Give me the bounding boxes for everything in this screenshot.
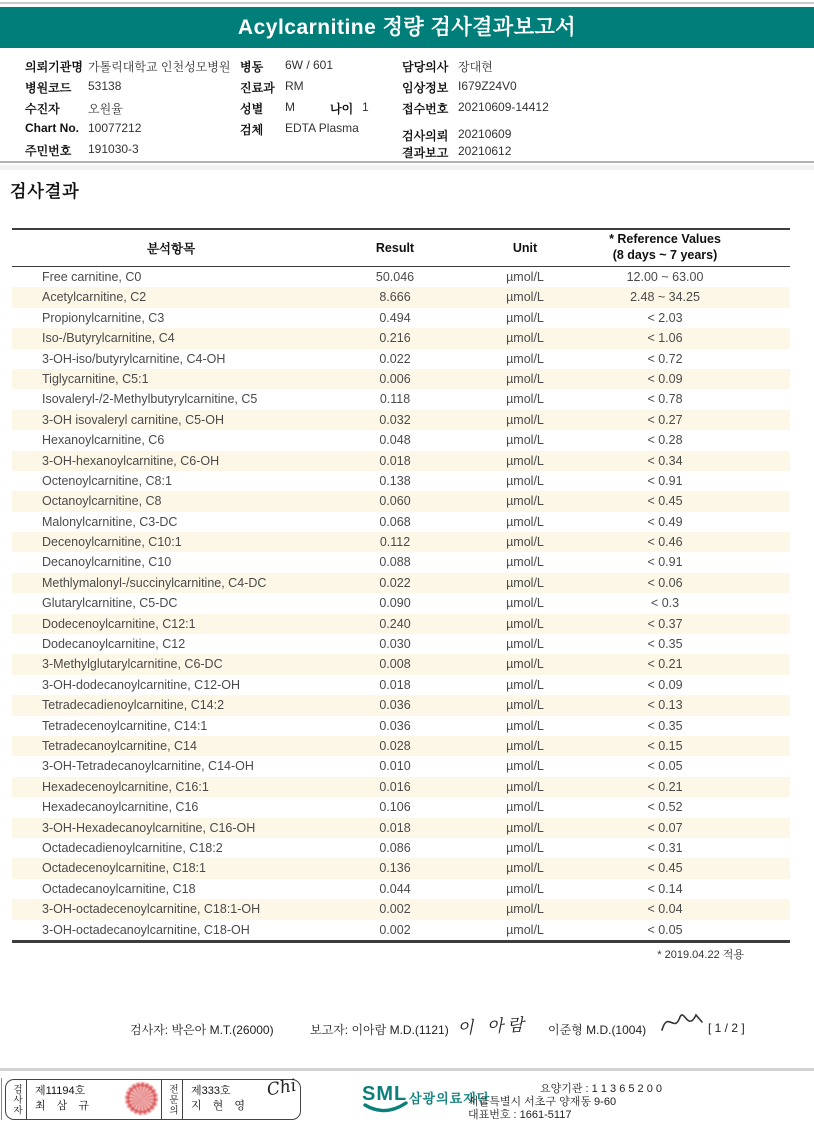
result-cell-ref: < 0.07 xyxy=(647,820,683,835)
result-cell-unit: µmol/L xyxy=(506,800,544,815)
result-cell-unit: µmol/L xyxy=(506,412,544,427)
result-row xyxy=(12,267,790,287)
result-cell-name: Tiglycarnitine, C5:1 xyxy=(42,371,149,386)
patient-field-value: 1 xyxy=(362,100,369,114)
result-cell-name: Malonylcarnitine, C3-DC xyxy=(42,514,178,529)
result-row xyxy=(12,634,790,654)
result-cell-name: Hexadecanoylcarnitine, C16 xyxy=(42,800,199,815)
result-cell-ref: < 0.15 xyxy=(647,738,683,753)
result-row xyxy=(12,920,790,940)
patient-field-value: 10077212 xyxy=(88,121,142,135)
reporter-signature-line xyxy=(310,1021,449,1038)
footer-divider xyxy=(0,1068,814,1071)
results-section-title: 검사결과 xyxy=(10,182,80,201)
patient-field-value: RM xyxy=(285,79,304,93)
col-header-unit: Unit xyxy=(512,241,538,255)
results-table-body xyxy=(12,267,790,940)
result-cell-ref: < 1.06 xyxy=(647,331,683,346)
result-cell-name: 3-OH-Hexadecanoylcarnitine, C16-OH xyxy=(42,820,256,835)
result-cell-ref: < 0.46 xyxy=(647,535,683,550)
result-cell-result: 0.088 xyxy=(379,555,411,570)
reporter2-signature-icon xyxy=(657,1006,705,1038)
result-cell-result: 0.240 xyxy=(379,616,411,631)
result-cell-result: 0.002 xyxy=(379,902,411,917)
result-cell-ref: < 0.35 xyxy=(647,718,683,733)
result-cell-ref: < 0.06 xyxy=(647,575,683,590)
result-row xyxy=(12,512,790,532)
result-cell-result: 0.086 xyxy=(379,840,411,855)
result-cell-ref: < 0.34 xyxy=(647,453,683,468)
result-cell-ref: < 0.14 xyxy=(647,881,683,896)
license-left-name: 최 삼 규 xyxy=(35,1100,93,1112)
patient-info-divider-shade xyxy=(0,165,814,170)
result-row xyxy=(12,532,790,552)
result-cell-ref: < 0.31 xyxy=(647,840,683,855)
result-cell-unit: µmol/L xyxy=(506,270,544,284)
report-title-banner xyxy=(0,7,814,48)
result-cell-name: Dodecanoylcarnitine, C12 xyxy=(42,637,186,652)
result-cell-unit: µmol/L xyxy=(506,596,544,611)
patient-field-label: 담당의사 xyxy=(402,60,449,74)
result-cell-result: 50.046 xyxy=(375,270,415,284)
col-header-result: Result xyxy=(375,241,415,255)
result-cell-result: 8.666 xyxy=(379,290,411,305)
tester-label: 검사자: xyxy=(130,1023,169,1037)
patient-field-label: 병동 xyxy=(240,60,264,74)
result-cell-ref: < 0.09 xyxy=(647,371,683,386)
result-cell-result: 0.138 xyxy=(379,473,411,488)
result-cell-name: Free carnitine, C0 xyxy=(42,270,142,284)
result-row xyxy=(12,818,790,838)
result-row xyxy=(12,471,790,491)
result-cell-name: Decenoylcarnitine, C10:1 xyxy=(42,535,182,550)
result-cell-ref: < 0.72 xyxy=(647,351,683,366)
result-cell-unit: µmol/L xyxy=(506,861,544,876)
sml-logo-arc-icon xyxy=(363,1101,409,1115)
result-cell-name: Isovaleryl-/2-Methylbutyrylcarnitine, C5 xyxy=(42,392,258,407)
top-divider xyxy=(0,2,814,4)
result-cell-unit: µmol/L xyxy=(506,657,544,672)
result-row xyxy=(12,654,790,674)
result-cell-ref: 2.48 ~ 34.25 xyxy=(630,290,700,305)
result-row xyxy=(12,451,790,471)
patient-field-label: 접수번호 xyxy=(402,102,449,116)
result-cell-name: Glutarylcarnitine, C5-DC xyxy=(42,596,178,611)
patient-field-label: 수진자 xyxy=(25,102,60,116)
result-cell-name: 3-OH-octadecanoylcarnitine, C18-OH xyxy=(42,922,250,937)
result-cell-result: 0.068 xyxy=(379,514,411,529)
result-cell-unit: µmol/L xyxy=(506,922,544,937)
result-cell-result: 0.136 xyxy=(379,861,411,876)
results-table xyxy=(12,228,790,943)
patient-field-value: M xyxy=(285,100,295,114)
result-cell-ref: < 0.49 xyxy=(647,514,683,529)
result-cell-unit: µmol/L xyxy=(506,433,544,448)
patient-info-block xyxy=(0,55,814,163)
patient-field-label: 진료과 xyxy=(240,81,275,95)
organization-name: 삼광의료재단 xyxy=(409,1091,491,1106)
reporter1-handwritten-signature: 이 아람 xyxy=(456,1015,529,1039)
result-cell-unit: µmol/L xyxy=(506,718,544,733)
license-right-cert: 제333호 xyxy=(191,1085,231,1097)
result-cell-result: 0.018 xyxy=(379,820,411,835)
result-cell-unit: µmol/L xyxy=(506,514,544,529)
result-row xyxy=(12,593,790,613)
result-cell-name: 3-OH isovaleryl carnitine, C5-OH xyxy=(42,412,224,427)
result-cell-ref: < 0.21 xyxy=(647,657,683,672)
result-cell-result: 0.006 xyxy=(379,371,411,386)
result-cell-name: Octanoylcarnitine, C8 xyxy=(42,494,162,509)
results-table-header xyxy=(12,230,790,267)
result-cell-result: 0.106 xyxy=(379,800,411,815)
result-cell-unit: µmol/L xyxy=(506,840,544,855)
patient-field-label: 나이 xyxy=(330,102,354,116)
sml-logo: SML xyxy=(362,1083,408,1105)
patient-field-value: 20210609-14412 xyxy=(458,100,549,114)
result-cell-ref: < 0.52 xyxy=(647,800,683,815)
result-cell-unit: µmol/L xyxy=(506,351,544,366)
result-cell-result: 0.044 xyxy=(379,881,411,896)
result-cell-ref: < 0.13 xyxy=(647,698,683,713)
result-cell-result: 0.118 xyxy=(379,392,411,407)
result-cell-unit: µmol/L xyxy=(506,371,544,386)
patient-field-label: 검체 xyxy=(240,123,264,137)
patient-field-label: 성별 xyxy=(240,102,264,116)
result-row xyxy=(12,879,790,899)
license-stamp-box xyxy=(5,1075,301,1120)
result-cell-name: Octenoylcarnitine, C8:1 xyxy=(42,473,172,488)
result-cell-unit: µmol/L xyxy=(506,494,544,509)
result-cell-name: Octadecenoylcarnitine, C18:1 xyxy=(42,861,206,876)
result-cell-unit: µmol/L xyxy=(506,637,544,652)
organization-phone: 대표번호 : 1661-5117 xyxy=(468,1109,572,1121)
result-row xyxy=(12,756,790,776)
license-left-role: 검사자 xyxy=(6,1080,27,1119)
result-cell-result: 0.216 xyxy=(379,331,411,346)
reference-header-line1: * Reference Values xyxy=(609,232,721,247)
result-cell-result: 0.036 xyxy=(379,698,411,713)
result-cell-name: Tetradecenoylcarnitine, C14:1 xyxy=(42,718,208,733)
result-cell-ref: < 0.37 xyxy=(647,616,683,631)
patient-field-label: 검사의뢰 xyxy=(402,129,449,143)
patient-field-label: 의뢰기관명 xyxy=(25,60,83,74)
reporter1-name: 이아람 M.D.(1121) xyxy=(351,1023,449,1037)
result-cell-name: Acetylcarnitine, C2 xyxy=(42,290,147,305)
result-cell-result: 0.494 xyxy=(379,310,411,325)
result-cell-unit: µmol/L xyxy=(506,575,544,590)
result-row xyxy=(12,838,790,858)
result-cell-unit: µmol/L xyxy=(506,310,544,325)
red-seal-stamp-icon xyxy=(125,1082,158,1115)
result-cell-name: Tetradecadienoylcarnitine, C14:2 xyxy=(42,698,225,713)
result-cell-unit: µmol/L xyxy=(506,535,544,550)
result-cell-name: Tetradecanoylcarnitine, C14 xyxy=(42,738,197,753)
result-row xyxy=(12,349,790,369)
result-cell-name: Dodecenoylcarnitine, C12:1 xyxy=(42,616,196,631)
result-cell-result: 0.036 xyxy=(379,718,411,733)
result-cell-unit: µmol/L xyxy=(506,759,544,774)
result-cell-ref: < 0.21 xyxy=(647,779,683,794)
result-cell-unit: µmol/L xyxy=(506,555,544,570)
reference-header-line2: (8 days ~ 7 years) xyxy=(612,248,718,262)
result-row xyxy=(12,797,790,817)
license-left-cell xyxy=(27,1080,162,1119)
result-row xyxy=(12,328,790,348)
result-cell-result: 0.028 xyxy=(379,738,411,753)
result-cell-ref: 12.00 ~ 63.00 xyxy=(626,270,704,284)
result-row xyxy=(12,614,790,634)
result-cell-name: Hexadecenoylcarnitine, C16:1 xyxy=(42,779,209,794)
result-cell-unit: µmol/L xyxy=(506,473,544,488)
result-cell-result: 0.016 xyxy=(379,779,411,794)
license-left-cert: 제11194호 xyxy=(35,1085,86,1097)
result-cell-name: Decanoylcarnitine, C10 xyxy=(42,555,172,570)
result-cell-unit: µmol/L xyxy=(506,820,544,835)
result-cell-ref: < 0.91 xyxy=(647,473,683,488)
patient-field-value: 장대현 xyxy=(458,60,493,74)
patient-field-label: 주민번호 xyxy=(25,144,72,158)
result-row xyxy=(12,410,790,430)
license-right-name: 지 현 영 xyxy=(191,1100,249,1112)
patient-field-value: 191030-3 xyxy=(88,142,139,156)
result-cell-result: 0.090 xyxy=(379,596,411,611)
patient-field-label: 병원코드 xyxy=(25,81,72,95)
result-row xyxy=(12,573,790,593)
result-cell-name: 3-OH-octadecenoylcarnitine, C18:1-OH xyxy=(42,902,261,917)
result-cell-unit: µmol/L xyxy=(506,453,544,468)
result-cell-name: Propionylcarnitine, C3 xyxy=(42,310,165,325)
patient-field-label: 임상정보 xyxy=(402,81,449,95)
page-indicator: [ 1 / 2 ] xyxy=(708,1021,745,1035)
patient-field-value: I679Z24V0 xyxy=(458,79,517,93)
result-cell-ref: < 0.3 xyxy=(650,596,680,611)
patient-field-value: 20210612 xyxy=(458,144,512,158)
result-row xyxy=(12,389,790,409)
result-cell-result: 0.048 xyxy=(379,433,411,448)
result-cell-ref: < 0.05 xyxy=(647,759,683,774)
result-cell-ref: < 0.91 xyxy=(647,555,683,570)
tester-signature-line xyxy=(130,1021,274,1038)
result-row xyxy=(12,491,790,511)
result-row xyxy=(12,430,790,450)
result-cell-name: 3-OH-iso/butyrylcarnitine, C4-OH xyxy=(42,351,226,366)
result-cell-unit: µmol/L xyxy=(506,738,544,753)
reporter-label: 보고자: xyxy=(310,1023,349,1037)
result-cell-name: 3-OH-dodecanoylcarnitine, C12-OH xyxy=(42,677,241,692)
result-cell-result: 0.032 xyxy=(379,412,411,427)
result-row xyxy=(12,716,790,736)
result-cell-unit: µmol/L xyxy=(506,881,544,896)
result-cell-result: 0.022 xyxy=(379,351,411,366)
result-cell-unit: µmol/L xyxy=(506,677,544,692)
result-cell-ref: < 0.05 xyxy=(647,922,683,937)
result-cell-name: 3-OH-Tetradecanoylcarnitine, C14-OH xyxy=(42,759,254,774)
result-cell-result: 0.112 xyxy=(379,535,411,550)
result-cell-unit: µmol/L xyxy=(506,698,544,713)
result-cell-result: 0.008 xyxy=(379,657,411,672)
result-cell-unit: µmol/L xyxy=(506,902,544,917)
license-right-role: 전문의 xyxy=(162,1080,183,1119)
patient-info-divider xyxy=(0,161,814,163)
result-cell-result: 0.018 xyxy=(379,453,411,468)
result-row xyxy=(12,899,790,919)
patient-field-value: 오원율 xyxy=(88,102,123,116)
patient-field-value: EDTA Plasma xyxy=(285,121,359,135)
result-cell-name: Hexanoylcarnitine, C6 xyxy=(42,433,165,448)
result-cell-name: Methlymalonyl-/succinylcarnitine, C4-DC xyxy=(42,575,267,590)
result-row xyxy=(12,287,790,307)
patient-field-value: 53138 xyxy=(88,79,122,93)
report-title: Acylcarnitine 정량 검사결과보고서 xyxy=(237,16,577,39)
result-cell-ref: < 0.09 xyxy=(647,677,683,692)
patient-field-label: Chart No. xyxy=(25,121,79,135)
result-row xyxy=(12,695,790,715)
result-cell-result: 0.022 xyxy=(379,575,411,590)
result-cell-unit: µmol/L xyxy=(506,331,544,346)
result-cell-ref: < 0.35 xyxy=(647,637,683,652)
result-row xyxy=(12,858,790,878)
result-cell-ref: < 0.28 xyxy=(647,433,683,448)
license-right-signature: Chi xyxy=(264,1075,298,1101)
result-cell-ref: < 0.45 xyxy=(647,861,683,876)
result-cell-name: Iso-/Butyrylcarnitine, C4 xyxy=(42,331,175,346)
result-row xyxy=(12,369,790,389)
result-cell-name: 3-OH-hexanoylcarnitine, C6-OH xyxy=(42,453,220,468)
result-cell-ref: < 2.03 xyxy=(647,310,683,325)
result-cell-unit: µmol/L xyxy=(506,290,544,305)
result-row xyxy=(12,675,790,695)
result-row xyxy=(12,736,790,756)
result-cell-name: Octadecanoylcarnitine, C18 xyxy=(42,881,196,896)
result-cell-ref: < 0.45 xyxy=(647,494,683,509)
care-org-number: 요양기관 : 1 1 3 6 5 2 0 0 xyxy=(540,1083,663,1095)
result-cell-ref: < 0.27 xyxy=(647,412,683,427)
license-right-cell xyxy=(183,1075,300,1119)
result-cell-unit: µmol/L xyxy=(506,779,544,794)
patient-field-label: 결과보고 xyxy=(402,146,449,160)
result-cell-unit: µmol/L xyxy=(506,616,544,631)
patient-field-value: 20210609 xyxy=(458,127,512,141)
result-row xyxy=(12,552,790,572)
col-header-reference xyxy=(590,232,740,263)
result-cell-result: 0.010 xyxy=(379,759,411,774)
result-cell-result: 0.030 xyxy=(379,637,411,652)
patient-field-value: 6W / 601 xyxy=(285,58,334,72)
tester-name: 박은아 M.T.(26000) xyxy=(171,1023,274,1037)
result-row xyxy=(12,308,790,328)
col-header-item: 분석항목 xyxy=(146,242,196,256)
organization-address: 서울특별시 서초구 양재동 9-60 xyxy=(468,1096,617,1108)
result-cell-result: 0.002 xyxy=(379,922,411,937)
reporter2-name: 이준형 M.D.(1004) xyxy=(548,1023,647,1037)
result-cell-unit: µmol/L xyxy=(506,392,544,407)
result-row xyxy=(12,777,790,797)
result-cell-result: 0.018 xyxy=(379,677,411,692)
reference-footnote: * 2019.04.22 적용 xyxy=(657,949,744,961)
page-edge-mark xyxy=(1,1078,2,1120)
result-cell-name: 3-Methylglutarylcarnitine, C6-DC xyxy=(42,657,223,672)
result-cell-ref: < 0.78 xyxy=(647,392,683,407)
result-cell-ref: < 0.04 xyxy=(647,902,683,917)
result-cell-result: 0.060 xyxy=(379,494,411,509)
result-cell-name: Octadecadienoylcarnitine, C18:2 xyxy=(42,840,223,855)
patient-field-value: 가톨릭대학교 인천성모병원 xyxy=(88,60,231,74)
